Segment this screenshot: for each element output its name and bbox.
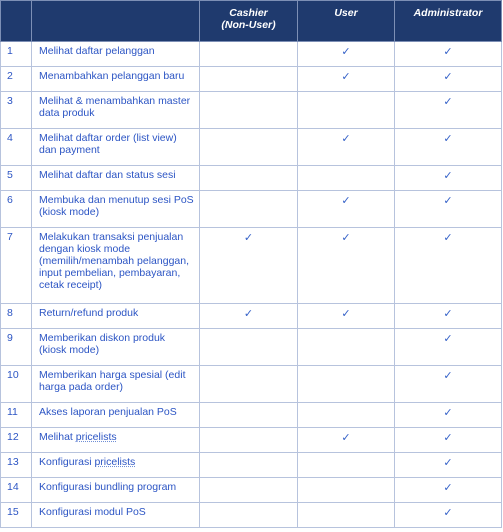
table-body — [1, 42, 502, 528]
administrator-check-icon: ✓ — [443, 481, 453, 494]
row-user-cell — [298, 42, 395, 67]
row-user-cell — [298, 403, 395, 428]
administrator-check-icon: ✓ — [443, 456, 453, 469]
row-number: 14 — [1, 478, 32, 503]
administrator-check-icon: ✓ — [443, 132, 453, 145]
row-admin-cell — [395, 366, 502, 403]
row-number: 2 — [1, 67, 32, 92]
row-user-cell — [298, 304, 395, 329]
row-activity-term: pricelists — [75, 431, 117, 443]
table-row — [1, 42, 502, 67]
row-user-cell — [298, 428, 395, 453]
row-activity: Membuka dan menutup sesi PoS (kiosk mode) — [32, 191, 200, 228]
row-admin-cell — [395, 67, 502, 92]
row-cashier-cell — [200, 403, 298, 428]
row-cashier-cell — [200, 366, 298, 403]
row-user-cell — [298, 329, 395, 366]
row-user-cell — [298, 453, 395, 478]
administrator-check-icon: ✓ — [443, 45, 453, 58]
row-cashier-cell — [200, 166, 298, 191]
administrator-check-icon: ✓ — [443, 194, 453, 207]
table-row — [1, 67, 502, 92]
row-number: 4 — [1, 129, 32, 166]
user-check-icon: ✓ — [341, 194, 351, 207]
row-activity: Memberikan diskon produk (kiosk mode) — [32, 329, 200, 366]
row-activity: Melihat & menambahkan master data produk — [32, 92, 200, 129]
row-activity: Akses laporan penjualan PoS — [32, 403, 200, 428]
row-cashier-cell — [200, 304, 298, 329]
row-number: 3 — [1, 92, 32, 129]
row-cashier-cell — [200, 92, 298, 129]
row-activity: Melihat daftar order (list view) dan payment — [32, 129, 200, 166]
row-admin-cell — [395, 191, 502, 228]
row-number: 5 — [1, 166, 32, 191]
table-row — [1, 403, 502, 428]
user-check-icon: ✓ — [341, 45, 351, 58]
row-number: 6 — [1, 191, 32, 228]
row-admin-cell — [395, 166, 502, 191]
administrator-check-icon: ✓ — [443, 169, 453, 182]
row-activity: Konfigurasi bundling program — [32, 478, 200, 503]
row-admin-cell — [395, 503, 502, 528]
row-admin-cell — [395, 478, 502, 503]
row-cashier-cell — [200, 129, 298, 166]
row-admin-cell — [395, 129, 502, 166]
row-user-cell — [298, 92, 395, 129]
row-admin-cell — [395, 428, 502, 453]
row-number: 15 — [1, 503, 32, 528]
row-admin-cell — [395, 228, 502, 304]
administrator-check-icon: ✓ — [443, 431, 453, 444]
row-admin-cell — [395, 92, 502, 129]
row-activity-text: Melihat — [39, 431, 76, 443]
table-row — [1, 304, 502, 329]
row-cashier-cell — [200, 428, 298, 453]
row-admin-cell — [395, 304, 502, 329]
row-user-cell — [298, 166, 395, 191]
user-check-icon: ✓ — [341, 70, 351, 83]
row-activity — [32, 428, 200, 453]
row-activity: Melihat daftar pelanggan — [32, 42, 200, 67]
administrator-check-icon: ✓ — [443, 406, 453, 419]
row-activity: Konfigurasi modul PoS — [32, 503, 200, 528]
row-number: 7 — [1, 228, 32, 304]
row-activity-term: pricelists — [94, 456, 136, 468]
row-cashier-cell — [200, 478, 298, 503]
row-number: 1 — [1, 42, 32, 67]
table-row — [1, 453, 502, 478]
administrator-check-icon: ✓ — [443, 332, 453, 345]
row-cashier-cell — [200, 329, 298, 366]
administrator-check-icon: ✓ — [443, 369, 453, 382]
row-user-cell — [298, 191, 395, 228]
row-number: 10 — [1, 366, 32, 403]
header-cashier-line1: Cashier — [229, 7, 268, 19]
table-row — [1, 191, 502, 228]
cashier-check-icon: ✓ — [243, 307, 254, 320]
administrator-check-icon: ✓ — [443, 506, 453, 519]
row-admin-cell — [395, 403, 502, 428]
row-activity: Return/refund produk — [32, 304, 200, 329]
row-activity — [32, 453, 200, 478]
header-no — [1, 1, 32, 42]
row-number: 9 — [1, 329, 32, 366]
table-row — [1, 329, 502, 366]
table-row — [1, 478, 502, 503]
header-cashier — [200, 1, 298, 42]
administrator-check-icon: ✓ — [443, 307, 453, 320]
header-row — [1, 1, 502, 42]
row-cashier-cell — [200, 67, 298, 92]
row-cashier-cell — [200, 453, 298, 478]
row-user-cell — [298, 228, 395, 304]
row-admin-cell — [395, 453, 502, 478]
table-row — [1, 228, 502, 304]
row-user-cell — [298, 129, 395, 166]
row-activity: Menambahkan pelanggan baru — [32, 67, 200, 92]
row-activity: Melakukan transaksi penjualan dengan kiosk mode (memilih/menambah pelanggan, input pembelian, pembayaran, cetak receipt) — [32, 228, 200, 304]
header-user: User — [298, 1, 395, 42]
row-number: 12 — [1, 428, 32, 453]
row-number: 11 — [1, 403, 32, 428]
row-admin-cell — [395, 42, 502, 67]
row-admin-cell — [395, 329, 502, 366]
table-row — [1, 166, 502, 191]
cashier-check-icon: ✓ — [243, 231, 254, 244]
user-check-icon: ✓ — [341, 132, 351, 145]
user-check-icon: ✓ — [341, 307, 351, 320]
row-cashier-cell — [200, 191, 298, 228]
administrator-check-icon: ✓ — [443, 70, 453, 83]
row-cashier-cell — [200, 42, 298, 67]
row-number: 13 — [1, 453, 32, 478]
table-row — [1, 503, 502, 528]
row-user-cell — [298, 478, 395, 503]
row-cashier-cell — [200, 228, 298, 304]
administrator-check-icon: ✓ — [443, 95, 453, 108]
row-activity-text: Konfigurasi — [39, 456, 95, 468]
row-user-cell — [298, 67, 395, 92]
row-user-cell — [298, 366, 395, 403]
administrator-check-icon: ✓ — [443, 231, 453, 244]
row-user-cell — [298, 503, 395, 528]
table-row — [1, 129, 502, 166]
user-check-icon: ✓ — [341, 431, 351, 444]
row-activity: Memberikan harga spesial (edit harga pada order) — [32, 366, 200, 403]
user-check-icon: ✓ — [341, 231, 351, 244]
table-row — [1, 428, 502, 453]
header-administrator: Administrator — [395, 1, 502, 42]
row-activity: Melihat daftar dan status sesi — [32, 166, 200, 191]
table-row — [1, 366, 502, 403]
row-number: 8 — [1, 304, 32, 329]
table-row — [1, 92, 502, 129]
header-cashier-line2: (Non-User) — [221, 19, 276, 31]
row-cashier-cell — [200, 503, 298, 528]
header-activity — [32, 1, 200, 42]
